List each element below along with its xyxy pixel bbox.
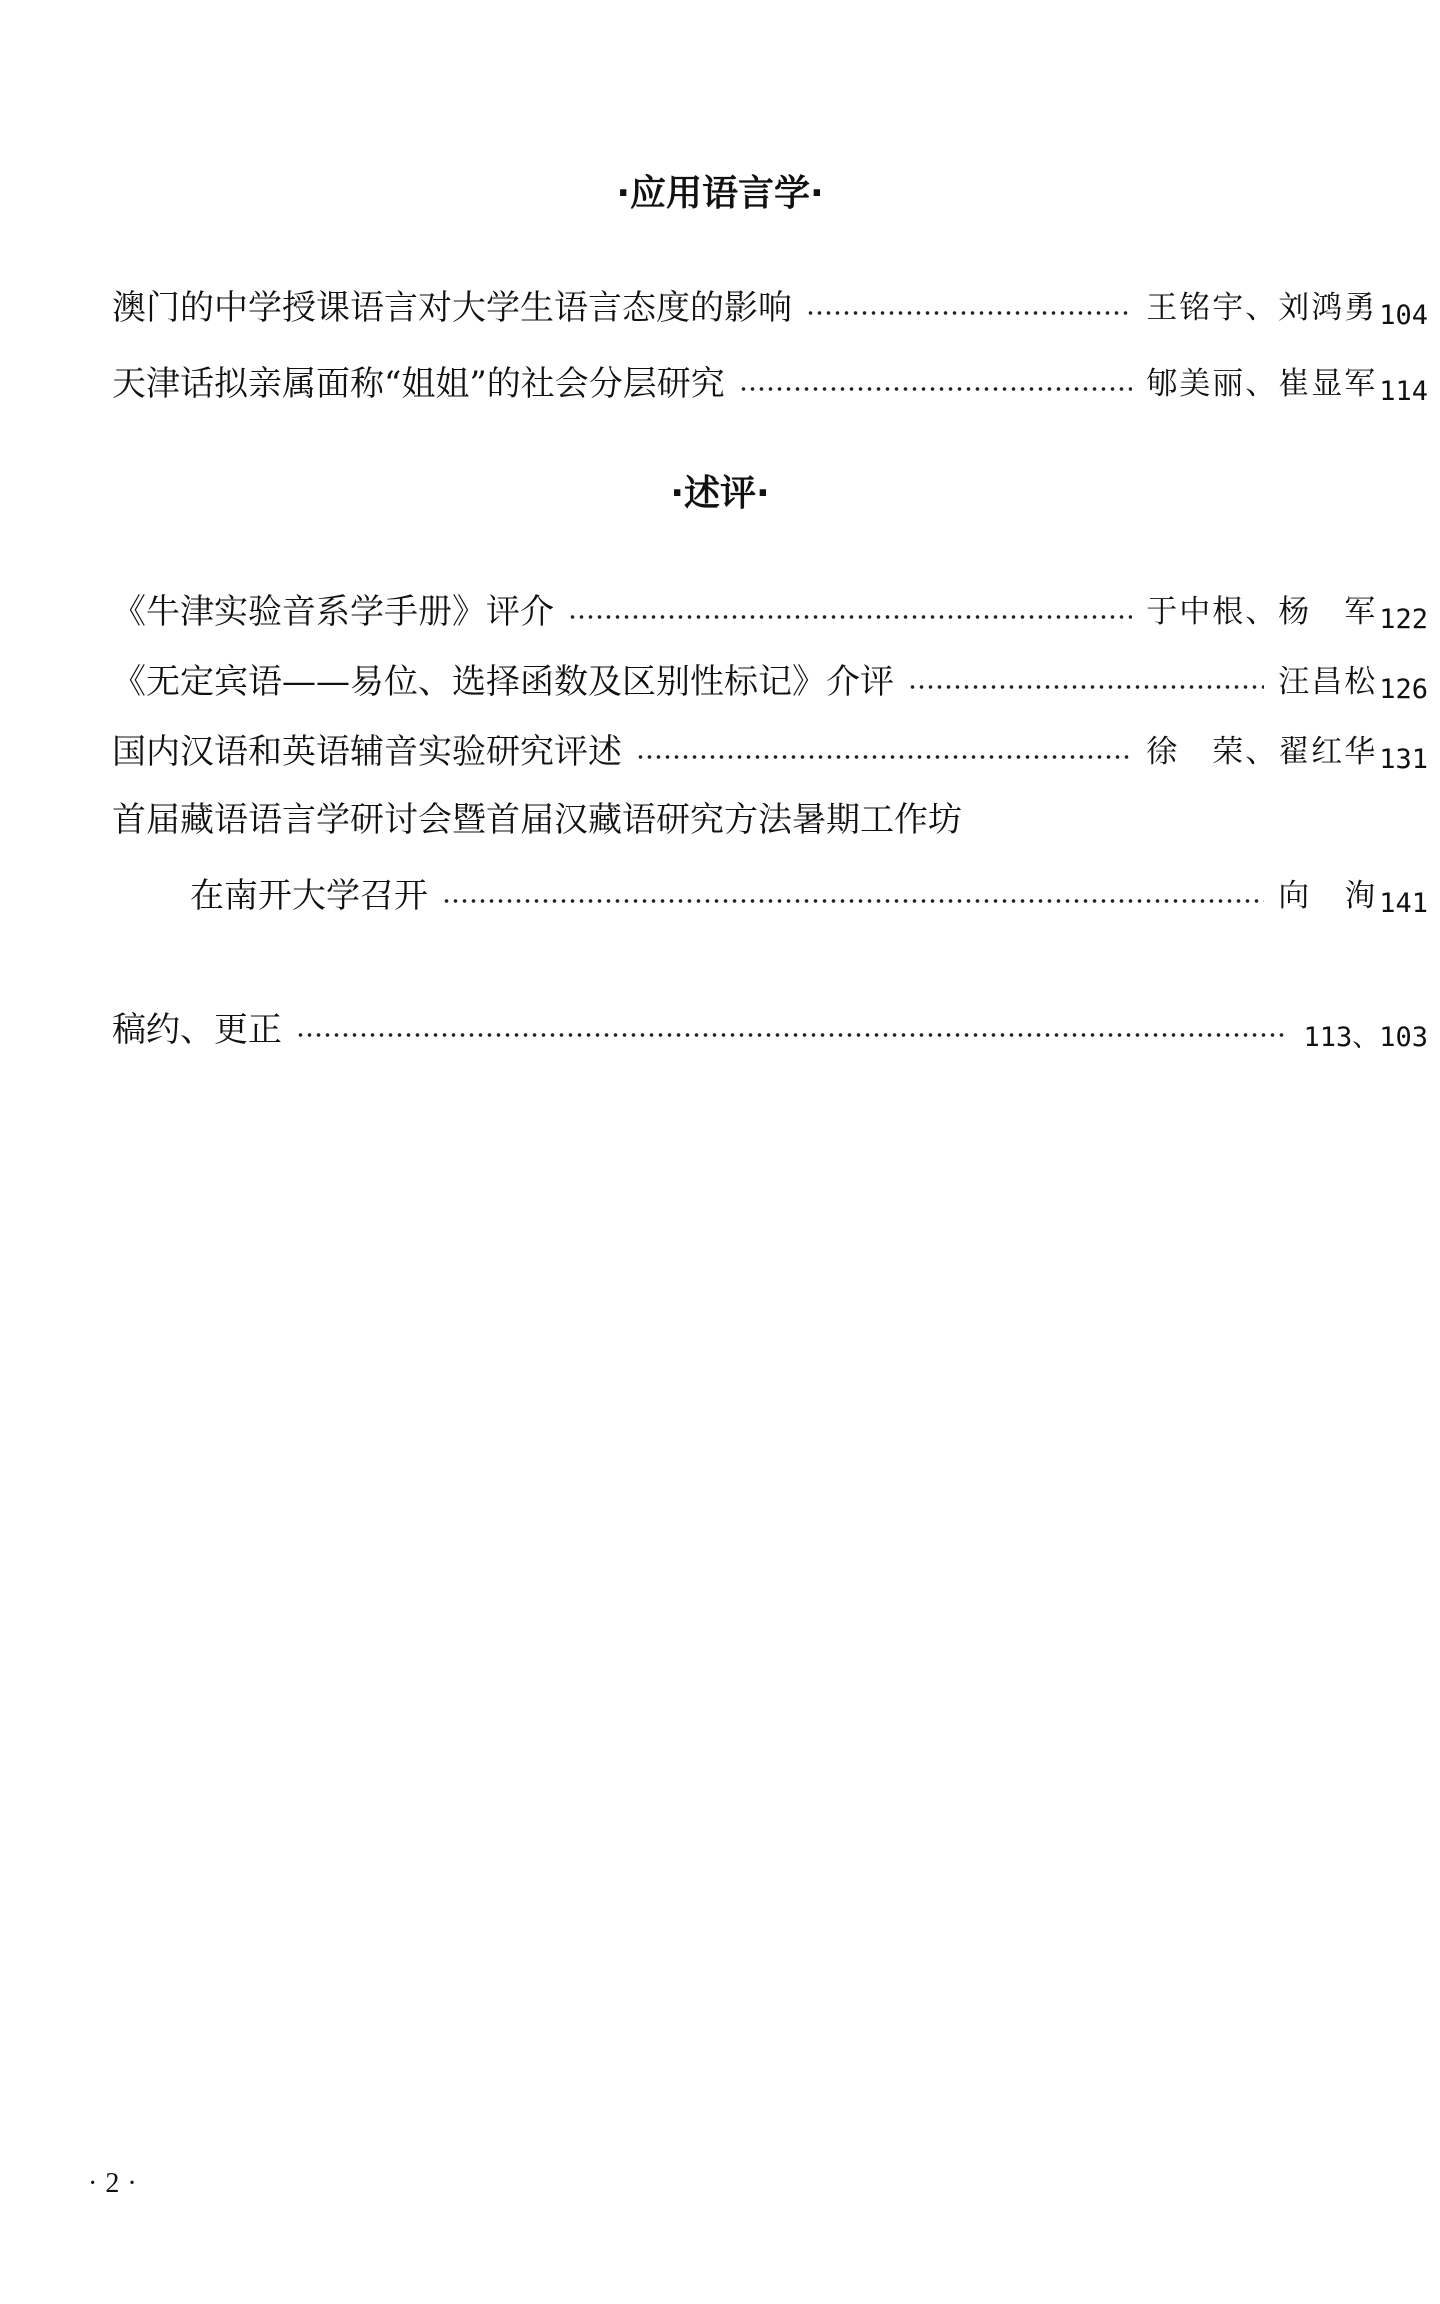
entry-page: 141 bbox=[1379, 888, 1428, 919]
entry-author: 汪昌松 bbox=[1278, 664, 1378, 700]
dot-leader bbox=[806, 311, 1132, 315]
dot-leader bbox=[908, 685, 1264, 689]
dot-leader bbox=[568, 615, 1132, 619]
entry-page: 113、103 bbox=[1303, 1022, 1428, 1053]
dot-leader bbox=[636, 755, 1132, 759]
entry-title: 《牛津实验音系学手册》评介 bbox=[112, 592, 554, 632]
entry-title: 稿约、更正 bbox=[112, 1010, 282, 1050]
section-heading-applied-linguistics: ·应用语言学· bbox=[616, 173, 824, 214]
entry-author: 王铭宇、刘鸿勇 bbox=[1146, 290, 1378, 326]
entry-author: 于中根、杨 军 bbox=[1146, 594, 1378, 630]
toc-entry[interactable] bbox=[112, 282, 1428, 334]
entry-title-first-line[interactable]: 首届藏语语言学研讨会暨首届汉藏语研究方法暑期工作坊 bbox=[112, 800, 962, 840]
toc-entry[interactable] bbox=[112, 358, 1428, 410]
entry-title: 国内汉语和英语辅音实验研究评述 bbox=[112, 732, 622, 772]
entry-page: 104 bbox=[1379, 300, 1428, 331]
entry-title: 天津话拟亲属面称“姐姐”的社会分层研究 bbox=[112, 364, 725, 404]
entry-title-continuation: 在南开大学召开 bbox=[190, 876, 428, 916]
toc-entry[interactable] bbox=[112, 726, 1428, 778]
entry-page: 131 bbox=[1379, 744, 1428, 775]
toc-entry[interactable] bbox=[112, 656, 1428, 708]
entry-author: 向 洵 bbox=[1278, 878, 1378, 914]
entry-page: 126 bbox=[1379, 674, 1428, 705]
entry-title: 澳门的中学授课语言对大学生语言态度的影响 bbox=[112, 288, 792, 328]
dot-leader bbox=[442, 899, 1264, 903]
entry-author: 徐 荣、翟红华 bbox=[1146, 734, 1378, 770]
entry-page: 114 bbox=[1379, 376, 1428, 407]
page-number: ·2· bbox=[88, 2168, 145, 2199]
entry-author: 郇美丽、崔显军 bbox=[1146, 366, 1378, 402]
entry-page: 122 bbox=[1379, 604, 1428, 635]
toc-entry[interactable] bbox=[190, 870, 1428, 922]
toc-entry-notices[interactable] bbox=[112, 1004, 1428, 1056]
dot-leader bbox=[296, 1033, 1287, 1037]
toc-entry[interactable] bbox=[112, 586, 1428, 638]
section-heading-reviews: ·述评· bbox=[670, 473, 770, 514]
dot-leader bbox=[739, 387, 1132, 391]
entry-title: 《无定宾语——易位、选择函数及区别性标记》介评 bbox=[112, 662, 894, 702]
